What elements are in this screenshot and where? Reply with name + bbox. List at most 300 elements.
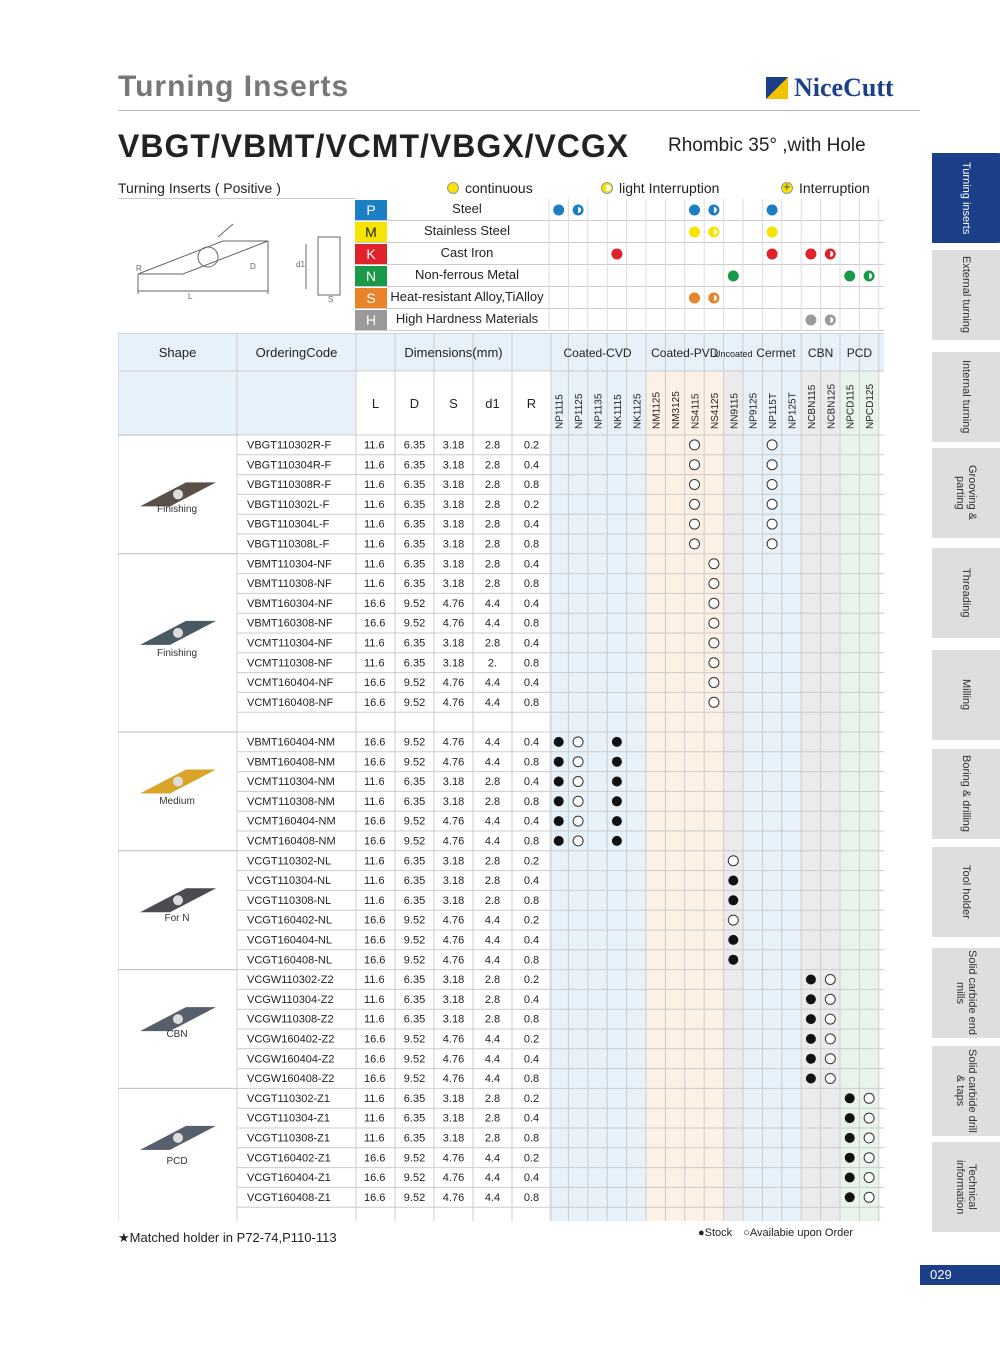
dimension-value: 4.4 (484, 1053, 501, 1066)
dimension-value: 11.6 (364, 894, 385, 907)
sidebar-tab[interactable] (932, 352, 1000, 442)
dimension-value: 16.6 (364, 914, 386, 927)
stock-mark (728, 935, 738, 945)
dimension-value: 11.6 (364, 776, 385, 789)
ordering-code: VCGT160402-NL (247, 914, 332, 927)
dimension-value: 16.6 (364, 696, 386, 709)
dimension-value: 0.4 (523, 637, 540, 650)
dimension-value: 3.18 (442, 776, 465, 789)
dimension-value: 4.4 (484, 815, 501, 828)
material-letter: P (355, 200, 387, 220)
dimension-value: 2.8 (484, 459, 501, 472)
ordering-table (118, 333, 884, 1221)
dimension-value: 0.4 (523, 993, 540, 1006)
ordering-code: VCMT110308-NF (247, 657, 333, 670)
material-letter: N (355, 266, 387, 286)
insert-hole-icon (173, 628, 183, 638)
insert-hole-icon (173, 489, 183, 499)
dimension-value: 6.35 (403, 894, 426, 907)
stock-mark (845, 1093, 855, 1103)
stock-mark (554, 757, 564, 767)
ordering-code: VCMT110304-NM (247, 776, 335, 789)
order-mark (690, 440, 700, 450)
svg-text:S: S (328, 295, 334, 304)
dimension-value: 4.76 (442, 1152, 465, 1165)
shape-header: Shape (158, 345, 197, 360)
order-mark (690, 480, 700, 490)
sidebar-tab[interactable] (932, 250, 1000, 340)
order-mark (864, 1192, 874, 1202)
grade-header: NK1115 (612, 394, 624, 429)
legend-interruption: + Interruption (781, 180, 870, 196)
dimension-value: 2.8 (484, 1132, 501, 1145)
dimension-value: 6.35 (403, 578, 426, 591)
dimension-value: 9.52 (403, 756, 426, 769)
dimension-value: 6.35 (403, 558, 426, 571)
grade-header: NCBN125 (826, 383, 838, 429)
dimension-value: 2. (487, 657, 498, 670)
ordering-header: OrderingCode (255, 345, 338, 360)
dimension-value: 3.18 (442, 538, 465, 551)
dimension-value: 3.18 (442, 558, 465, 571)
material-mark (689, 293, 700, 304)
sidebar-tab-label: Solid carbide drill & taps (954, 1049, 978, 1133)
footer-legend (698, 1227, 853, 1239)
dimension-value: 0.8 (523, 894, 540, 907)
stock-mark (845, 1153, 855, 1163)
stock-mark (728, 876, 738, 886)
dimension-value: 4.4 (484, 736, 501, 749)
ordering-code: VBGT110304L-F (247, 518, 330, 531)
dimension-value: 0.8 (523, 578, 540, 591)
dimension-value: 3.18 (442, 657, 465, 670)
material-mark (553, 205, 564, 216)
dimension-value: 16.6 (364, 1053, 386, 1066)
dimension-value: 4.4 (484, 756, 501, 769)
svg-text:d1: d1 (296, 260, 305, 269)
dimension-value: 11.6 (364, 875, 385, 888)
sidebar-tab[interactable] (932, 1046, 1000, 1136)
dimension-value: 2.8 (484, 637, 501, 650)
material-mark (767, 227, 778, 238)
dimension-value: 4.76 (442, 597, 465, 610)
order-mark (728, 915, 738, 925)
order-mark (864, 1173, 874, 1183)
sidebar-tab-label: Turning inserts (960, 161, 972, 235)
dimension-value: 16.6 (364, 736, 386, 749)
sidebar-tab[interactable] (932, 153, 1000, 243)
material-mark (805, 249, 816, 260)
sidebar-tab-label: External turning (960, 256, 972, 334)
material-letter: S (355, 288, 387, 308)
stock-mark (612, 816, 622, 826)
ordering-code: VCGT110302-NL (247, 855, 332, 868)
page-number: 029 (920, 1265, 1000, 1285)
dimension-value: 6.35 (403, 855, 426, 868)
stock-mark (554, 777, 564, 787)
material-letter: K (355, 244, 387, 264)
material-mark (805, 315, 816, 326)
dimension-header: d1 (485, 396, 500, 411)
ordering-code: VCMT160404-NM (247, 815, 336, 828)
dimension-value: 2.8 (484, 479, 501, 492)
dimension-value: 11.6 (364, 479, 385, 492)
dimension-value: 11.6 (364, 855, 385, 868)
grade-header: NP125T (787, 392, 799, 429)
dimension-value: 0.8 (523, 756, 540, 769)
grade-group-header: Uncoated (714, 349, 753, 359)
material-mark (767, 249, 778, 260)
dimension-value: 11.6 (364, 578, 385, 591)
dimension-value: 11.6 (364, 558, 385, 571)
stock-mark (806, 1054, 816, 1064)
dimension-value: 4.4 (484, 1073, 501, 1086)
dimension-value: 2.8 (484, 974, 501, 987)
dimension-value: 6.35 (403, 657, 426, 670)
order-mark (573, 777, 583, 787)
svg-text:R: R (136, 264, 142, 273)
stock-legend: ●Stock (698, 1227, 733, 1239)
dimension-value: 4.4 (484, 1172, 501, 1185)
order-mark (573, 816, 583, 826)
section-label: Turning Inserts ( Positive ) (118, 180, 281, 196)
dimension-value: 0.8 (523, 1191, 540, 1204)
dimension-value: 4.76 (442, 756, 465, 769)
order-mark (690, 539, 700, 549)
dimension-value: 0.8 (523, 617, 540, 630)
dimension-value: 0.4 (523, 875, 540, 888)
dimension-value: 0.2 (523, 1033, 540, 1046)
dimension-value: 4.4 (484, 1033, 501, 1046)
stock-mark (845, 1113, 855, 1123)
sidebar-tab-label: Tool holder (960, 865, 972, 919)
stock-mark (554, 737, 564, 747)
dimension-value: 6.35 (403, 637, 426, 650)
order-mark (709, 618, 719, 628)
dimension-value: 4.4 (484, 1152, 501, 1165)
dimension-value: 0.8 (523, 538, 540, 551)
ordering-code: VCGT160402-Z1 (247, 1152, 331, 1165)
order-mark (767, 539, 777, 549)
dimension-value: 4.76 (442, 736, 465, 749)
stock-mark (845, 1192, 855, 1202)
dimension-value: 0.4 (523, 677, 540, 690)
order-mark (709, 697, 719, 707)
stock-mark (612, 836, 622, 846)
shape-label: Medium (159, 796, 195, 807)
dimension-value: 4.4 (484, 934, 501, 947)
dimension-value: 9.52 (403, 1191, 426, 1204)
grade-header: NP9125 (748, 392, 760, 429)
material-name: Stainless Steel (424, 223, 510, 238)
dimension-value: 4.4 (484, 696, 501, 709)
dimension-value: 4.76 (442, 1053, 465, 1066)
dimension-value: 11.6 (364, 1013, 385, 1026)
dimension-value: 6.35 (403, 538, 426, 551)
shape-label: CBN (166, 1029, 188, 1040)
sidebar-tab-label: Boring & drilling (960, 755, 972, 833)
dimension-value: 0.4 (523, 1053, 540, 1066)
dimension-header: L (371, 396, 380, 411)
dimension-value: 3.18 (442, 1132, 465, 1145)
svg-text:L: L (188, 292, 193, 301)
stock-mark (612, 737, 622, 747)
product-title: VBGT/VBMT/VCMT/VBGX/VCGX (118, 128, 630, 164)
dimension-header: S (449, 396, 458, 411)
dimension-value: 0.4 (523, 558, 540, 571)
dimension-value: 2.8 (484, 439, 501, 452)
dimension-value: 0.4 (523, 934, 540, 947)
dimension-value: 0.4 (523, 518, 540, 531)
page-header-title: Turning Inserts (118, 70, 350, 103)
ordering-code: VBGT110304R-F (247, 459, 332, 472)
material-suitability-marks (355, 199, 885, 333)
dimension-value: 11.6 (364, 498, 385, 511)
dimension-value: 6.35 (403, 974, 426, 987)
order-mark (709, 559, 719, 569)
dimension-value: 2.8 (484, 855, 501, 868)
sidebar-tab[interactable] (932, 650, 1000, 740)
ordering-code: VBMT160404-NM (247, 736, 336, 749)
order-mark (825, 1074, 835, 1084)
legend-light: light Interruption (601, 180, 719, 196)
dimension-value: 11.6 (364, 993, 385, 1006)
dimension-value: 9.52 (403, 1172, 426, 1185)
shape-label: PCD (166, 1156, 188, 1167)
material-name: Heat-resistant Alloy,TiAlloy (390, 289, 544, 304)
brand-mark-icon (766, 77, 788, 99)
insert-hole-icon (173, 777, 183, 787)
dimension-value: 0.8 (523, 657, 540, 670)
dimension-value: 3.18 (442, 518, 465, 531)
order-mark (690, 460, 700, 470)
grade-header: NM1125 (651, 391, 663, 429)
order-mark (825, 975, 835, 985)
order-mark (728, 856, 738, 866)
dimension-value: 16.6 (364, 677, 386, 690)
dimension-value: 4.4 (484, 1191, 501, 1204)
dimension-value: 0.8 (523, 835, 540, 848)
order-mark (690, 499, 700, 509)
dimension-value: 3.18 (442, 993, 465, 1006)
material-mark (844, 271, 855, 282)
dimension-value: 3.18 (442, 894, 465, 907)
material-name: High Hardness Materials (395, 311, 539, 326)
dimension-value: 4.76 (442, 1172, 465, 1185)
dimension-value: 3.18 (442, 578, 465, 591)
dimension-value: 4.4 (484, 835, 501, 848)
dimension-value: 4.4 (484, 954, 501, 967)
sidebar-tab-label: Technical information (954, 1159, 978, 1215)
dimension-value: 0.8 (523, 1132, 540, 1145)
grade-header: NM3125 (671, 391, 683, 429)
dimension-value: 9.52 (403, 1152, 426, 1165)
ordering-code: VCGT160408-NL (247, 954, 332, 967)
grade-group-header: PCD (846, 346, 873, 360)
stock-mark (612, 777, 622, 787)
dimension-value: 0.4 (523, 1112, 540, 1125)
ordering-code: VCGT160404-NL (247, 934, 332, 947)
order-mark (767, 460, 777, 470)
dimension-value: 9.52 (403, 934, 426, 947)
dimension-value: 11.6 (364, 459, 385, 472)
dimension-value: 11.6 (364, 1112, 385, 1125)
order-mark (767, 519, 777, 529)
interruption-icon (781, 182, 793, 194)
order-mark (825, 1034, 835, 1044)
material-mark (611, 249, 622, 260)
order-mark (864, 1113, 874, 1123)
material-mark (767, 205, 778, 216)
ordering-code: VCGW110302-Z2 (247, 974, 334, 987)
dimension-value: 4.76 (442, 1033, 465, 1046)
order-mark (767, 440, 777, 450)
sidebar-tab[interactable] (932, 948, 1000, 1038)
material-mark (728, 271, 739, 282)
grade-header: NN9115 (729, 393, 741, 429)
ordering-code: VCGT110302-Z1 (247, 1092, 330, 1105)
grade-header: NCBN115 (806, 384, 818, 429)
dimension-value: 0.4 (523, 1172, 540, 1185)
dimension-value: 0.4 (523, 736, 540, 749)
dimension-value: 3.18 (442, 459, 465, 472)
grade-header: NPCD115 (845, 384, 857, 429)
stock-mark (612, 796, 622, 806)
product-subtitle: Rhombic 35° ,with Hole (668, 135, 866, 156)
dimension-value: 11.6 (364, 439, 385, 452)
order-mark (573, 796, 583, 806)
stock-mark (806, 1074, 816, 1084)
dimension-value: 6.35 (403, 795, 426, 808)
insert-technical-drawing (118, 198, 356, 333)
dimension-value: 16.6 (364, 756, 386, 769)
dimension-value: 3.18 (442, 479, 465, 492)
dimension-value: 0.8 (523, 696, 540, 709)
order-mark (767, 499, 777, 509)
dimension-value: 16.6 (364, 617, 386, 630)
sidebar-tab[interactable] (932, 548, 1000, 638)
stock-mark (554, 816, 564, 826)
sidebar-tab[interactable] (932, 847, 1000, 937)
dimension-value: 6.35 (403, 498, 426, 511)
dimension-value: 9.52 (403, 914, 426, 927)
dimension-value: 2.8 (484, 795, 501, 808)
dimension-value: 9.52 (403, 696, 426, 709)
grade-group-header: Coated-PVD (651, 346, 719, 360)
dimension-value: 16.6 (364, 597, 386, 610)
dimension-value: 4.76 (442, 617, 465, 630)
dimension-value: 2.8 (484, 1013, 501, 1026)
sidebar-tab[interactable] (932, 1142, 1000, 1232)
dimension-value: 4.76 (442, 835, 465, 848)
material-mark (689, 205, 700, 216)
dimension-value: 0.2 (523, 855, 540, 868)
insert-drawing-svg (118, 199, 356, 334)
order-mark (709, 579, 719, 589)
dimension-value: 6.35 (403, 1092, 426, 1105)
stock-mark (806, 975, 816, 985)
order-mark (709, 638, 719, 648)
dimension-value: 2.8 (484, 538, 501, 551)
ordering-code: VBGT110308L-F (247, 538, 330, 551)
ordering-code: VBGT110308R-F (247, 479, 332, 492)
grade-header: NK1125 (632, 393, 644, 429)
ordering-code: VBMT110304-NF (247, 558, 332, 571)
dimension-value: 0.2 (523, 498, 540, 511)
legend-continuous: continuous (447, 180, 533, 196)
sidebar-tab[interactable] (932, 448, 1000, 538)
dimension-value: 4.76 (442, 815, 465, 828)
stock-mark (806, 994, 816, 1004)
order-mark (709, 598, 719, 608)
grade-header: NP1135 (593, 393, 605, 429)
sidebar-tab[interactable] (932, 749, 1000, 839)
ordering-code: VCGW160404-Z2 (247, 1053, 335, 1066)
grade-group-band (549, 371, 646, 1221)
dimension-value: 0.8 (523, 1073, 540, 1086)
dimension-value: 3.18 (442, 637, 465, 650)
ordering-code: VCGW160402-Z2 (247, 1033, 335, 1046)
dimension-value: 3.18 (442, 1092, 465, 1105)
stock-mark (845, 1173, 855, 1183)
dimension-value: 11.6 (364, 518, 385, 531)
dimension-value: 9.52 (403, 1073, 426, 1086)
dimension-value: 16.6 (364, 1172, 386, 1185)
dimension-value: 9.52 (403, 677, 426, 690)
dimension-value: 11.6 (364, 637, 385, 650)
dimension-value: 2.8 (484, 894, 501, 907)
dimension-value: 11.6 (364, 974, 385, 987)
ordering-code: VCGW110304-Z2 (247, 993, 334, 1006)
ordering-code: VCMT160408-NM (247, 835, 336, 848)
stock-mark (554, 836, 564, 846)
brand-logo (766, 75, 894, 101)
dimension-value: 0.4 (523, 459, 540, 472)
order-mark (709, 678, 719, 688)
material-mark (573, 205, 584, 216)
ordering-code: VCMT160404-NF (247, 677, 334, 690)
dimension-value: 0.2 (523, 439, 540, 452)
dimension-value: 9.52 (403, 954, 426, 967)
dimension-value: 2.8 (484, 776, 501, 789)
ordering-code: VCGT110308-Z1 (247, 1132, 330, 1145)
dimension-value: 6.35 (403, 439, 426, 452)
ordering-code: VBMT160408-NM (247, 756, 336, 769)
ordering-code: VCGT110308-NL (247, 894, 332, 907)
dimension-value: 0.2 (523, 1152, 540, 1165)
dimension-value: 11.6 (364, 538, 385, 551)
order-mark (690, 519, 700, 529)
header-divider (118, 110, 920, 111)
dimension-value: 11.6 (364, 1092, 385, 1105)
ordering-code: VBGT110302R-F (247, 439, 332, 452)
dimension-value: 4.76 (442, 1191, 465, 1204)
dimension-value: 3.18 (442, 974, 465, 987)
dimension-value: 16.6 (364, 1191, 386, 1204)
dimension-value: 16.6 (364, 1033, 386, 1046)
dimension-value: 3.18 (442, 855, 465, 868)
ordering-code: VCGW110308-Z2 (247, 1013, 334, 1026)
insert-hole-icon (173, 895, 183, 905)
dimension-value: 16.6 (364, 815, 386, 828)
dimension-value: 3.18 (442, 795, 465, 808)
insert-hole-icon (173, 1014, 183, 1024)
insert-hole-icon (173, 1133, 183, 1143)
dimension-value: 4.76 (442, 696, 465, 709)
footer-note: ★Matched holder in P72-74,P110-113 (118, 1230, 337, 1245)
material-letter: H (355, 310, 387, 330)
dimension-value: 16.6 (364, 1073, 386, 1086)
